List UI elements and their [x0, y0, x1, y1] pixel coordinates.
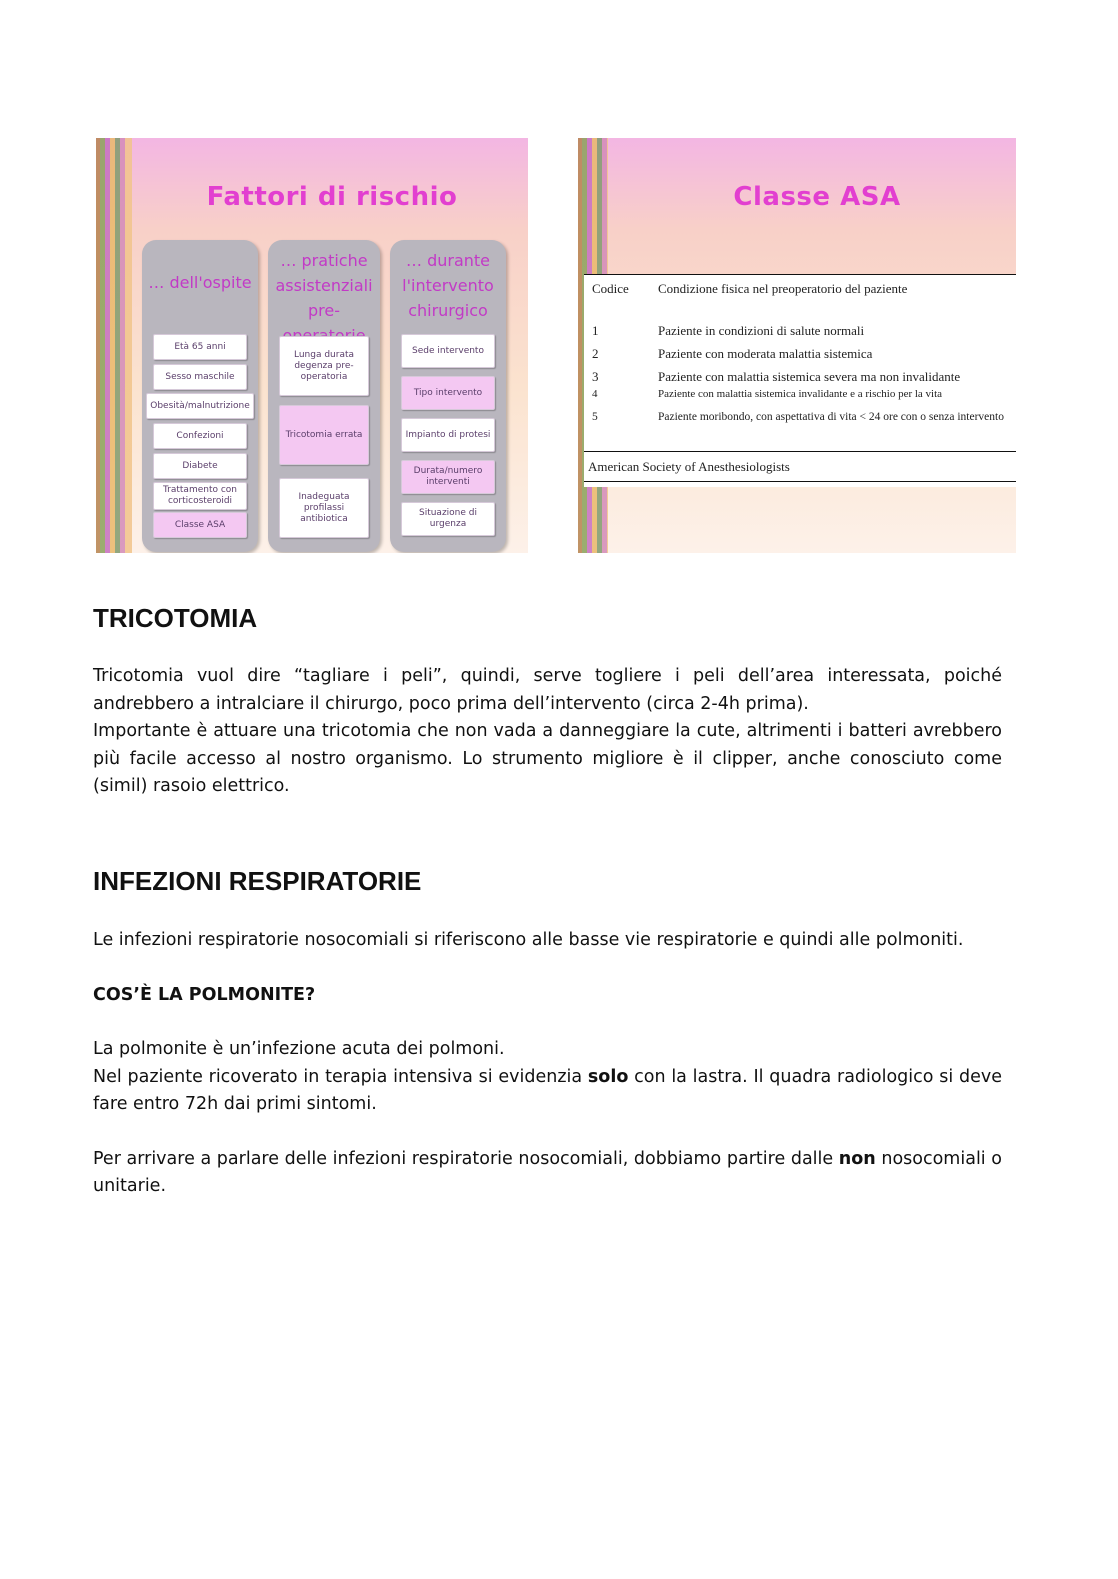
column-heading: … dell'ospite [148, 273, 252, 292]
risk-item: Impianto di protesi [401, 418, 495, 452]
risk-item: Età 65 anni [153, 334, 247, 360]
slide-title: Classe ASA [733, 182, 901, 212]
column-host [142, 240, 258, 552]
column-heading: … durante l'intervento chirurgico [402, 251, 494, 320]
header-code: Codice [592, 281, 629, 296]
row-code: 5 [592, 411, 598, 423]
risk-item: Trattamento con corticosteroidi [153, 482, 247, 510]
row-description: Paziente con malattia sistemica invalidante e a rischio per la vita [658, 388, 943, 400]
risk-item: Durata/numero interventi [401, 460, 495, 494]
paragraph [93, 1146, 1002, 1201]
risk-item: Tricotomia errata [279, 405, 369, 465]
slide-risk-factors [96, 138, 528, 553]
risk-item: Classe ASA [153, 512, 247, 538]
paragraph [93, 1064, 1002, 1119]
text-run: nosocomiali o unitarie. [93, 1148, 1002, 1196]
paragraph: Importante è attuare una tricotomia che non vada a danneggiare la cute, altrimenti i batteri avrebbero più facile accesso al nostro organismo. Lo strumento migliore è il clipper, anche conosciuto come (simil) rasoio elettrico. [93, 721, 1002, 796]
subheading-polmonite: COS’È LA POLMONITE? [93, 984, 316, 1005]
risk-item: Lunga durata degenza pre-operatoria [279, 336, 369, 396]
column-heading: … pratiche assistenziali pre- [275, 251, 373, 320]
risk-item: Obesità/malnutrizione [146, 393, 254, 419]
section-heading-tricotomia: TRICOTOMIA [93, 603, 258, 633]
divider [584, 451, 1016, 452]
row-code: 1 [592, 323, 599, 338]
risk-item: Situazione di urgenza [401, 502, 495, 536]
text-run: Nel paziente ricoverato in terapia intensiva si evidenzia [93, 1066, 588, 1087]
row-code: 4 [592, 388, 598, 400]
row-code: 3 [592, 369, 599, 384]
risk-item: Diabete [153, 453, 247, 479]
row-description: Paziente moribondo, con aspettativa di vita < 24 ore con o senza intervento [658, 411, 1004, 423]
row-description: Paziente con malattia sistemica severa ma non invalidante [658, 369, 961, 384]
slide-title: Fattori di rischio [206, 182, 458, 212]
row-description: Paziente con moderata malattia sistemica [658, 346, 873, 361]
paragraph: La polmonite è un’infezione acuta dei polmoni. [93, 1039, 505, 1059]
risk-item: Sesso maschile [153, 364, 247, 390]
bold-text: solo [587, 1066, 629, 1087]
risk-item: Confezioni [153, 423, 247, 449]
text-run: con la lastra. Il quadra radiologico si deve fare entro 72h dai primi sintomi. [93, 1066, 1002, 1114]
section-heading-infezioni: INFEZIONI RESPIRATORIE [93, 866, 422, 896]
slide-asa-class [578, 138, 1016, 553]
text-run: Per arrivare a parlare delle infezioni respiratorie nosocomiali, dobbiamo partire dalle [93, 1148, 839, 1169]
risk-item: Inadeguata profilassi antibiotica [279, 478, 369, 538]
decorative-stripe [96, 138, 132, 553]
divider [584, 481, 1016, 482]
tricotomia-body [93, 663, 1002, 801]
infezioni-body [93, 927, 1002, 1201]
column-intraop [390, 240, 506, 552]
row-code: 2 [592, 346, 599, 361]
row-description: Paziente in condizioni di salute normali [658, 323, 865, 338]
risk-item: Sede intervento [401, 334, 495, 368]
header-description: Condizione fisica nel preoperatorio del paziente [658, 281, 908, 296]
asa-table [584, 274, 1016, 487]
column-preop [268, 240, 380, 552]
table-footnote: American Society of Anesthesiologists [588, 459, 790, 474]
paragraph: Tricotomia vuol dire “tagliare i peli”, quindi, serve togliere i peli dell’area interessata, poiché andrebbero a intralciare il chirurgo, poco prima dell’intervento (circa 2-4h prima). [93, 666, 1002, 714]
risk-item: Tipo intervento [401, 376, 495, 410]
paragraph: Le infezioni respiratorie nosocomiali si riferiscono alle basse vie respiratorie e quindi alle polmoniti. [93, 930, 964, 950]
bold-text: non [838, 1148, 876, 1169]
